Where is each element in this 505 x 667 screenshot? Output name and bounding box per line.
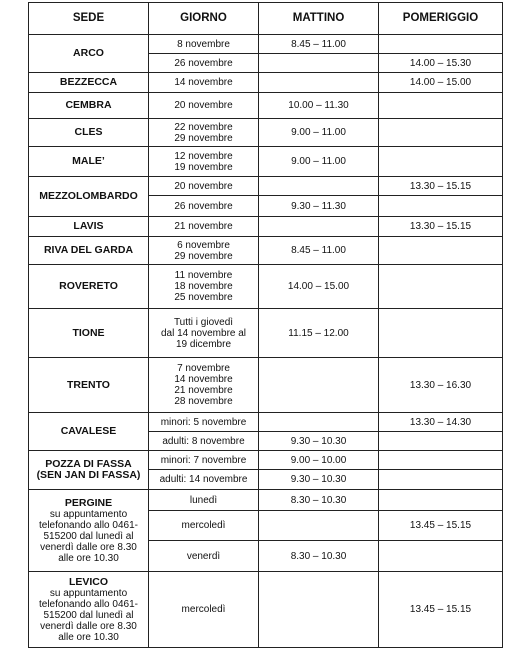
- giorno-cell: adulti: 8 novembre: [149, 432, 259, 451]
- giorno-line: Tutti i giovedì: [173, 316, 234, 328]
- giorno-cell: minori: 7 novembre: [149, 451, 259, 470]
- mattino-cell: [259, 358, 379, 413]
- giorno-line: 29 novembre: [174, 250, 233, 262]
- giorno-line: 29 novembre: [174, 132, 233, 144]
- table-row: [29, 177, 503, 196]
- sede-cell: BEZZECCA: [29, 73, 149, 93]
- table-row: [29, 358, 503, 413]
- pomeriggio-cell: 13.30 – 15.15: [379, 217, 503, 237]
- sede-cell: TIONE: [29, 309, 149, 358]
- pomeriggio-cell: 13.30 – 16.30: [379, 358, 503, 413]
- sede-note-line: telefonando allo 0461-: [39, 519, 138, 531]
- mattino-cell: 9.00 – 10.00: [259, 451, 379, 470]
- mattino-cell: [259, 511, 379, 541]
- pomeriggio-cell: [379, 119, 503, 147]
- mattino-cell: 14.00 – 15.00: [259, 265, 379, 309]
- giorno-cell: 21 novembre: [149, 217, 259, 237]
- mattino-cell: [259, 217, 379, 237]
- pomeriggio-cell: [379, 93, 503, 119]
- giorno-cell: 20 novembre: [149, 177, 259, 196]
- mattino-cell: 9.30 – 11.30: [259, 196, 379, 217]
- giorno-cell: 26 novembre: [149, 54, 259, 73]
- header-pomeriggio: POMERIGGIO: [379, 3, 503, 35]
- table-row: [29, 147, 503, 177]
- sede-cell: CAVALESE: [29, 413, 149, 451]
- table-row: [29, 490, 503, 511]
- mattino-cell: 8.30 – 10.30: [259, 490, 379, 511]
- header-sede: SEDE: [29, 3, 149, 35]
- giorno-line: 12 novembre: [174, 150, 233, 162]
- mattino-cell: 8.30 – 10.30: [259, 541, 379, 572]
- table-row: [29, 73, 503, 93]
- sede-cell: TRENTO: [29, 358, 149, 413]
- giorno-line: 18 novembre: [174, 281, 233, 292]
- pomeriggio-cell: 13.30 – 15.15: [379, 177, 503, 196]
- sede-name-line: POZZA DI FASSA: [45, 458, 132, 470]
- giorno-cell: 26 novembre: [149, 196, 259, 217]
- sede-name: PERGINE: [64, 496, 113, 509]
- sede-cell: [29, 451, 149, 490]
- pomeriggio-cell: [379, 147, 503, 177]
- pomeriggio-cell: [379, 196, 503, 217]
- sede-cell: ARCO: [29, 35, 149, 73]
- sede-cell: MEZZOLOMBARDO: [29, 177, 149, 217]
- giorno-line: 25 novembre: [174, 292, 233, 303]
- giorno-cell: 8 novembre: [149, 35, 259, 54]
- table-row: [29, 119, 503, 147]
- pomeriggio-cell: [379, 309, 503, 358]
- giorno-line: 22 novembre: [174, 121, 233, 133]
- giorno-line: 28 novembre: [174, 396, 233, 407]
- giorno-cell: adulti: 14 novembre: [149, 470, 259, 490]
- sede-cell: [29, 572, 149, 648]
- sede-note-line: su appuntamento: [49, 508, 128, 520]
- sede-note-line: su appuntamento: [49, 587, 128, 599]
- table-row: [29, 413, 503, 432]
- giorno-cell: [149, 147, 259, 177]
- sede-cell: LAVIS: [29, 217, 149, 237]
- sede-note-line: venerdì dalle ore 8.30: [40, 541, 137, 553]
- sede-note-line: alle ore 10.30: [58, 552, 119, 564]
- pomeriggio-cell: [379, 451, 503, 470]
- pomeriggio-cell: [379, 470, 503, 490]
- sede-cell: RIVA DEL GARDA: [29, 237, 149, 265]
- mattino-cell: 8.45 – 11.00: [259, 237, 379, 265]
- table-row: [29, 572, 503, 648]
- mattino-cell: [259, 572, 379, 648]
- giorno-cell: [149, 309, 259, 358]
- table-row: [29, 237, 503, 265]
- giorno-cell: lunedì: [149, 490, 259, 511]
- pomeriggio-cell: [379, 432, 503, 451]
- giorno-cell: [149, 119, 259, 147]
- sede-cell: MALE’: [29, 147, 149, 177]
- pomeriggio-cell: [379, 265, 503, 309]
- pomeriggio-cell: [379, 237, 503, 265]
- pomeriggio-cell: 13.45 – 15.15: [379, 572, 503, 648]
- header-row: [29, 3, 503, 35]
- sede-cell: CEMBRA: [29, 93, 149, 119]
- giorno-line: 7 novembre: [177, 363, 230, 374]
- mattino-cell: 9.30 – 10.30: [259, 470, 379, 490]
- header-giorno: GIORNO: [149, 3, 259, 35]
- header-mattino: MATTINO: [259, 3, 379, 35]
- giorno-cell: minori: 5 novembre: [149, 413, 259, 432]
- giorno-cell: venerdì: [149, 541, 259, 572]
- pomeriggio-cell: 13.45 – 15.15: [379, 511, 503, 541]
- giorno-cell: 14 novembre: [149, 73, 259, 93]
- sede-note-line: telefonando allo 0461-: [39, 598, 138, 610]
- pomeriggio-cell: [379, 541, 503, 572]
- mattino-cell: 9.00 – 11.00: [259, 119, 379, 147]
- sede-name-line: (SEN JAN DI FASSA): [36, 469, 141, 481]
- mattino-cell: 8.45 – 11.00: [259, 35, 379, 54]
- mattino-cell: 11.15 – 12.00: [259, 309, 379, 358]
- giorno-cell: [149, 358, 259, 413]
- table-row: [29, 35, 503, 54]
- table-row: [29, 217, 503, 237]
- mattino-cell: 9.30 – 10.30: [259, 432, 379, 451]
- table-row: [29, 93, 503, 119]
- mattino-cell: 9.00 – 11.00: [259, 147, 379, 177]
- pomeriggio-cell: [379, 35, 503, 54]
- schedule-table: [28, 2, 503, 648]
- sede-cell: ROVERETO: [29, 265, 149, 309]
- sede-note-line: 515200 dal lunedì al: [43, 609, 134, 621]
- sede-note-line: 515200 dal lunedì al: [43, 530, 134, 542]
- giorno-line: 6 novembre: [177, 239, 230, 251]
- sede-note-line: alle ore 10.30: [58, 631, 119, 643]
- pomeriggio-cell: 13.30 – 14.30: [379, 413, 503, 432]
- giorno-line: 11 novembre: [174, 270, 233, 281]
- giorno-line: 19 novembre: [174, 161, 233, 173]
- giorno-cell: [149, 265, 259, 309]
- mattino-cell: [259, 177, 379, 196]
- giorno-line: 14 novembre: [174, 374, 233, 385]
- table-row: [29, 309, 503, 358]
- pomeriggio-cell: 14.00 – 15.00: [379, 73, 503, 93]
- sede-cell: [29, 490, 149, 572]
- giorno-cell: [149, 237, 259, 265]
- table-row: [29, 265, 503, 309]
- sede-note-line: venerdì dalle ore 8.30: [40, 620, 137, 632]
- mattino-cell: [259, 413, 379, 432]
- table-row: [29, 451, 503, 470]
- pomeriggio-cell: 14.00 – 15.30: [379, 54, 503, 73]
- mattino-cell: 10.00 – 11.30: [259, 93, 379, 119]
- sede-cell: CLES: [29, 119, 149, 147]
- giorno-line: dal 14 novembre al: [160, 327, 247, 339]
- mattino-cell: [259, 73, 379, 93]
- giorno-cell: mercoledì: [149, 572, 259, 648]
- giorno-line: 19 dicembre: [175, 338, 232, 350]
- mattino-cell: [259, 54, 379, 73]
- sede-name: LEVICO: [68, 575, 109, 588]
- giorno-cell: 20 novembre: [149, 93, 259, 119]
- giorno-line: 21 novembre: [174, 385, 233, 396]
- giorno-cell: mercoledì: [149, 511, 259, 541]
- pomeriggio-cell: [379, 490, 503, 511]
